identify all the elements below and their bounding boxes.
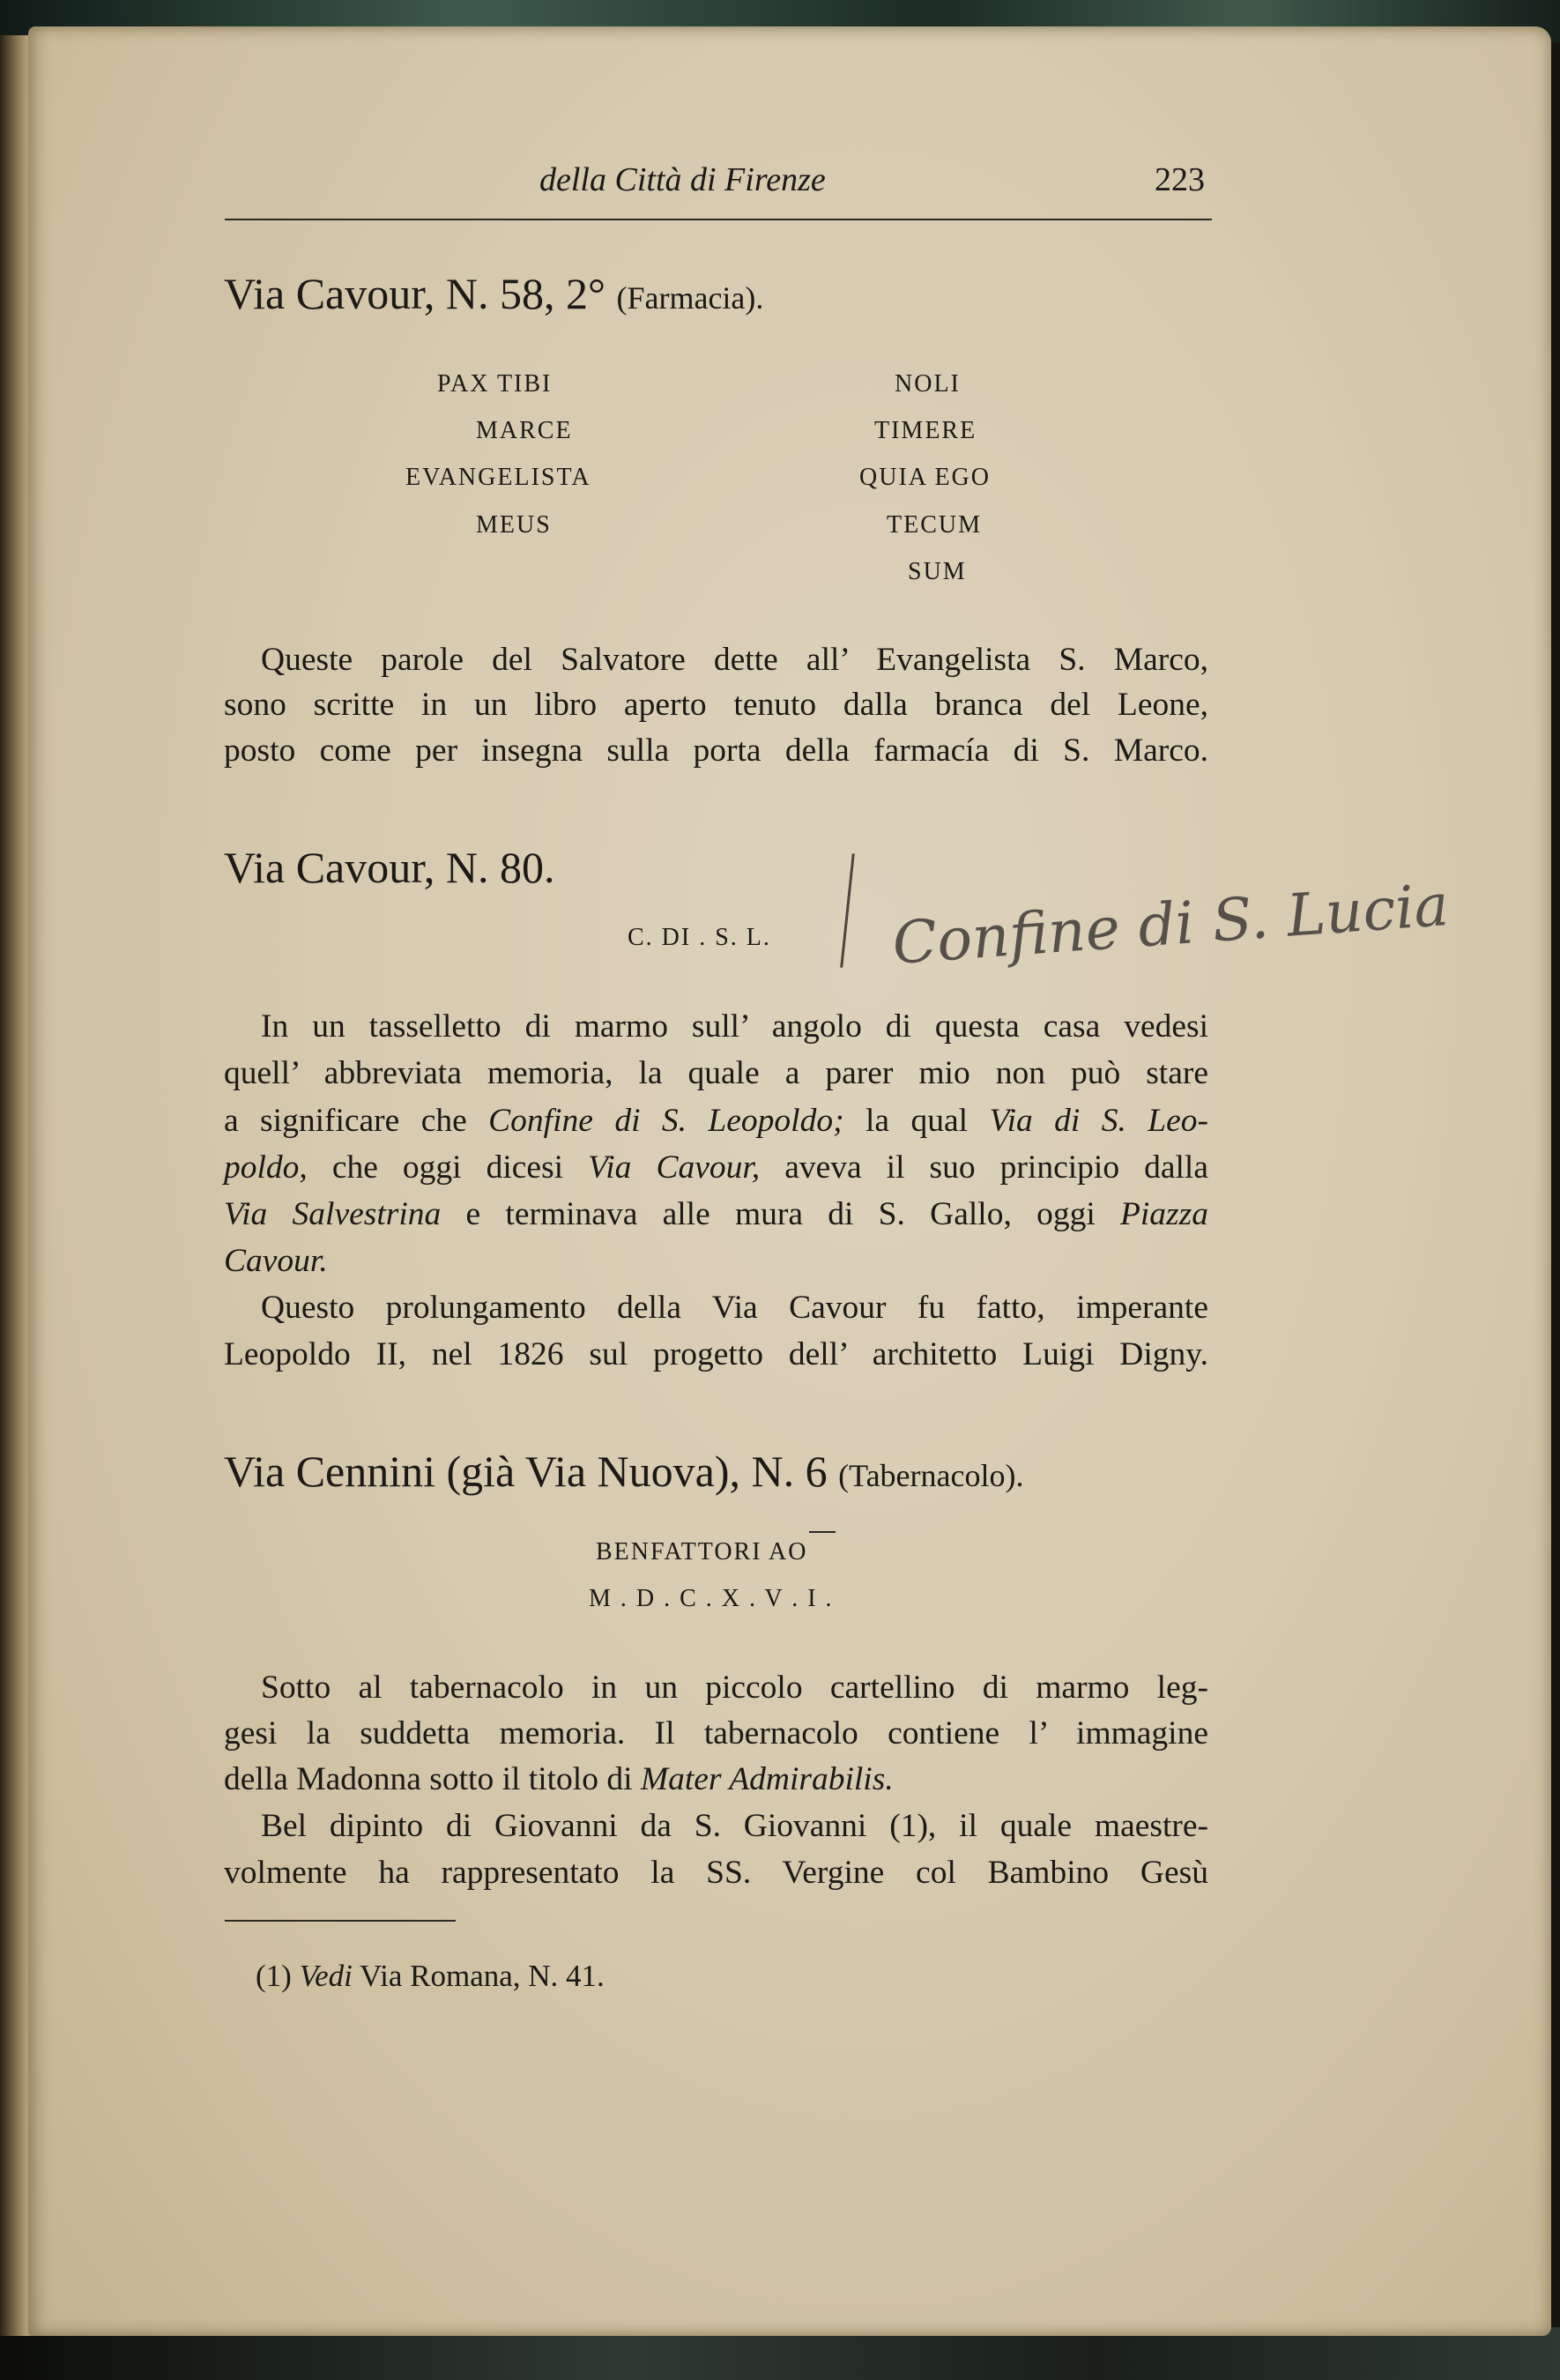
inscription-line: MEUS bbox=[476, 511, 552, 539]
paragraph-line: Leopoldo II, nel 1826 sul progetto dell’ architetto Luigi Digny. bbox=[224, 1336, 1208, 1372]
paragraph-line: gesi la suddetta memoria. Il tabernacolo contiene l’ immagine bbox=[224, 1715, 1208, 1752]
inscription-line: PAX TIBI bbox=[437, 370, 553, 398]
inscription-line: M . D . C . X . V . I . bbox=[589, 1585, 834, 1612]
paragraph-line: sono scritte in un libro aperto tenuto dalla branca del Leone, bbox=[224, 687, 1208, 723]
footnote-rule bbox=[225, 1920, 456, 1922]
paragraph-line: poldo, che oggi dicesi Via Cavour, aveva il suo principio dalla bbox=[224, 1149, 1208, 1186]
abbreviation-overline bbox=[809, 1531, 836, 1533]
footnote: (1) Vedi Via Romana, N. 41. bbox=[256, 1959, 605, 1993]
page-number: 223 bbox=[1155, 161, 1205, 198]
inscription-line: SUM bbox=[908, 558, 967, 585]
paragraph-line: Bel dipinto di Giovanni da S. Giovanni (1), il quale maestre- bbox=[261, 1808, 1208, 1844]
paragraph-line: Queste parole del Salvatore dette all’ Evangelista S. Marco, bbox=[261, 642, 1208, 678]
inscription-line: BENFATTORI AO bbox=[596, 1538, 808, 1566]
paragraph-line: quell’ abbreviata memoria, la quale a parer mio non può stare bbox=[224, 1055, 1208, 1091]
paragraph-line: Questo prolungamento della Via Cavour fu fatto, imperante bbox=[261, 1290, 1208, 1326]
paragraph-line: Via Salvestrina e terminava alle mura di S. Gallo, oggi Piazza bbox=[224, 1196, 1208, 1232]
paragraph-line: Sotto al tabernacolo in un piccolo cartellino di marmo leg- bbox=[261, 1670, 1208, 1706]
inscription-line: MARCE bbox=[476, 417, 573, 444]
inscription-line: C. DI . S. L. bbox=[628, 924, 771, 951]
paragraph-line: posto come per insegna sulla porta della farmacía di S. Marco. bbox=[224, 733, 1208, 769]
inscription-line: TIMERE bbox=[874, 417, 977, 444]
handwritten-note: Confine di S. Lucia bbox=[890, 871, 1452, 978]
inscription-line: EVANGELISTA bbox=[405, 464, 591, 491]
inscription-line: QUIA EGO bbox=[859, 464, 991, 491]
section-heading: Via Cavour, N. 80. bbox=[224, 843, 555, 892]
paragraph-line: Cavour. bbox=[224, 1243, 328, 1279]
paragraph-line: a significare che Confine di S. Leopoldo; la qual Via di S. Leo- bbox=[224, 1103, 1208, 1139]
paragraph-line: della Madonna sotto il titolo di Mater Admirabilis. bbox=[224, 1761, 894, 1797]
paragraph-line: volmente ha rappresentato la SS. Vergine col Bambino Gesù bbox=[224, 1855, 1208, 1891]
section-heading: Via Cavour, N. 58, 2° (Farmacia). bbox=[224, 269, 764, 318]
section-heading: Via Cennini (già Via Nuova), N. 6 (Tabernacolo). bbox=[224, 1447, 1024, 1496]
inscription-line: NOLI bbox=[895, 370, 961, 398]
paragraph-line: In un tasselletto di marmo sull’ angolo di questa casa vedesi bbox=[261, 1008, 1208, 1045]
running-title: della Città di Firenze bbox=[539, 161, 826, 198]
header-rule bbox=[225, 219, 1212, 220]
inscription-line: TECUM bbox=[887, 511, 982, 539]
